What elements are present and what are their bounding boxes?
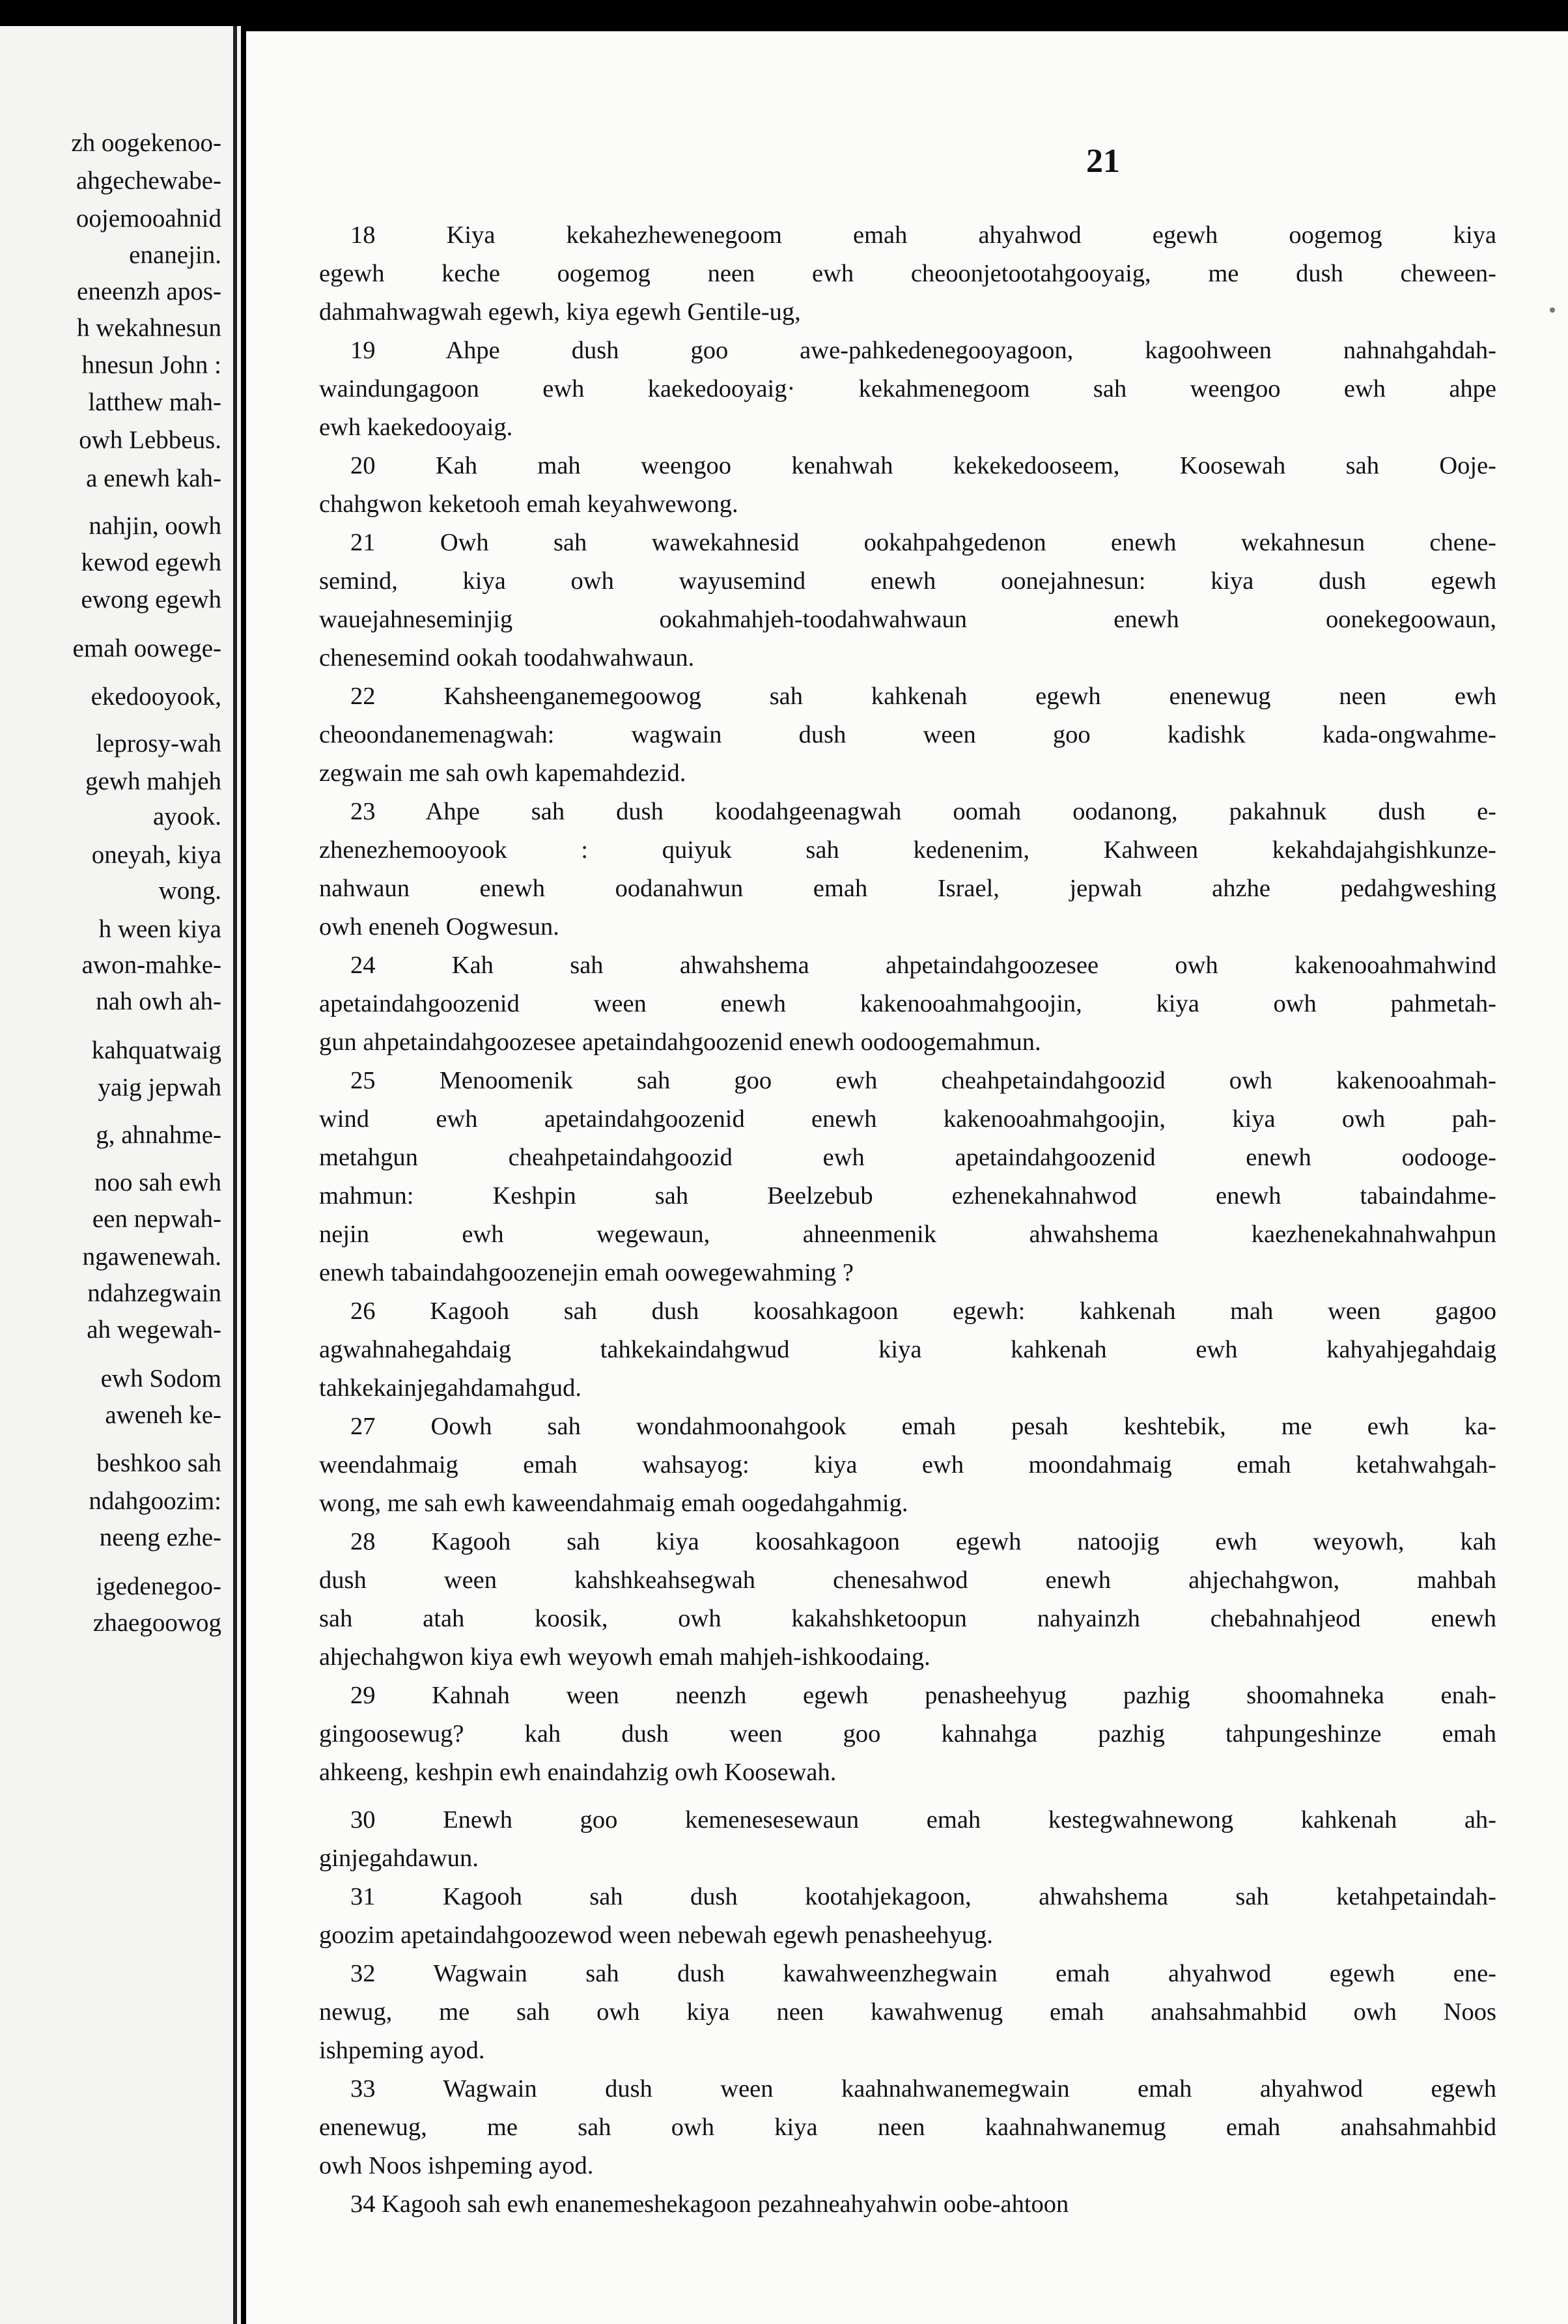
left-page-line: ekedooyook, [91,683,221,711]
left-page-line: enanejin. [129,241,221,269]
verse-start-line: 27 Oowh sah wondahmoonahgook emah pesah keshtebik, me ewh ka- [350,1413,1496,1440]
left-page-line: ndahgoozim: [89,1487,221,1515]
left-page-line: igedenegoo- [96,1572,221,1600]
verse-line: egewh keche oogemog neen ewh cheoonjetootahgooyaig, me dush cheween- [319,260,1496,287]
verse-start-line: 25 Menoomenik sah goo ewh cheahpetaindahgoozid owh kakenooahmah- [350,1067,1496,1094]
verse-line: ewh kaekedooyaig. [319,414,513,441]
verse-line: gingoosewug? kah dush ween goo kahnahga pazhig tahpungeshinze emah [319,1720,1496,1748]
verse-line: mahmun: Keshpin sah Beelzebub ezhenekahnahwod enewh tabaindahme- [319,1182,1496,1210]
left-page-line: gewh mahjeh [85,767,221,795]
verse-text-block [319,216,1496,2224]
left-page-line: aweneh ke- [105,1401,221,1429]
verse-start-line: 21 Owh sah wawekahnesid ookahpahgedenon enewh wekahnesun chene- [350,529,1496,556]
verse-line: metahgun cheahpetaindahgoozid ewh apetaindahgoozenid enewh oodooge- [319,1144,1496,1171]
page-number: 21 [1086,143,1120,180]
verse-line: wind ewh apetaindahgoozenid enewh kakenooahmahgoojin, kiya owh pah- [319,1105,1496,1133]
verse-start-line: 23 Ahpe sah dush koodahgeenagwah oomah oodanong, pakahnuk dush e- [350,798,1496,825]
verse-line: dahmahwagwah egewh, kiya egewh Gentile-ug, [319,298,801,326]
verse-line: tahkekainjegahdamahgud. [319,1374,582,1402]
verse-line: dush ween kahshkeahsegwah chenesahwod enewh ahjechahgwon, mahbah [319,1566,1496,1594]
left-page-line: eneenzh apos- [77,277,221,305]
verse-line: newug, me sah owh kiya neen kawahwenug emah anahsahmahbid owh Noos [319,1998,1496,2026]
verse-start-line: 19 Ahpe dush goo awe-pahkedenegooyagoon, kagoohween nahnahgahdah- [350,337,1496,364]
verse-line: wong, me sah ewh kaweendahmaig emah oogedahgahmig. [319,1490,908,1517]
verse-line: enenewug, me sah owh kiya neen kaahnahwanemug emah anahsahmahbid [319,2114,1496,2141]
left-page-line: ngawenewah. [82,1243,221,1271]
verse-line: cheoondanemenagwah: wagwain dush ween goo kadishk kada-ongwahme- [319,721,1496,748]
left-page-line: ewh Sodom [100,1365,221,1393]
left-page-line: emah oowege- [72,634,221,662]
verse-start-line: 18 Kiya kekahezhewenegoom emah ahyahwod egewh oogemog kiya [350,221,1496,249]
verse-line: chahgwon keketooh emah keyahwewong. [319,490,738,518]
verse-start-line: 28 Kagooh sah kiya koosahkagoon egewh natoojig ewh weyowh, kah [350,1528,1496,1555]
verse-line: owh eneneh Oogwesun. [319,913,559,941]
left-page-line: owh Lebbeus. [79,426,221,454]
right-page [246,31,1568,2324]
left-page-line: latthew mah- [88,388,221,416]
left-page-line: zh oogekenoo- [71,129,221,157]
verse-start-line: 31 Kagooh sah dush kootahjekagoon, ahwahshema sah ketahpetaindah- [350,1883,1496,1910]
verse-line: weendahmaig emah wahsayog: kiya ewh moondahmaig emah ketahwahgah- [319,1451,1496,1479]
verse-start-line: 32 Wagwain sah dush kawahweenzhegwain emah ahyahwod egewh ene- [350,1960,1496,1987]
left-page-line: oojemooahnid [76,205,221,233]
left-page-line: hnesun John : [81,351,221,379]
verse-line: ahkeeng, keshpin ewh enaindahzig owh Koosewah. [319,1759,837,1786]
verse-line: owh Noos ishpeming ayod. [319,2152,594,2179]
verse-line: nejin ewh wegewaun, ahneenmenik ahwahshema kaezhenekahnahwahpun [319,1221,1496,1248]
left-page-line: zhaegoowog [92,1609,221,1637]
left-page-line: kewod egewh [81,548,221,576]
verse-line: zhenezhemooyook : quiyuk sah kedenenim, Kahween kekahdajahgishkunze- [319,836,1496,864]
verse-line: ishpeming ayod. [319,2037,485,2064]
left-page-line: ayook. [152,802,221,830]
left-page-line: oneyah, kiya [91,841,221,869]
left-page-line: kahquatwaig [91,1036,221,1064]
verse-start-line: 22 Kahsheenganemegoowog sah kahkenah egewh enenewug neen ewh [350,683,1496,710]
verse-line: semind, kiya owh wayusemind enewh oonejahnesun: kiya dush egewh [319,567,1496,595]
left-page-line: een nepwah- [92,1205,221,1233]
left-page-line: leprosy-wah [96,730,221,758]
left-page-line: ndahzegwain [87,1279,221,1307]
left-page-line: h ween kiya [98,915,221,943]
gutter-shadow [233,26,237,2324]
left-page-line: a enewh kah- [86,464,221,492]
verse-start-line: 34 Kagooh sah ewh enanemeshekagoon pezahneahyahwin oobe-ahtoon [350,2190,1069,2218]
left-page-line: wong. [158,877,221,905]
left-page-line: nah owh ah- [96,987,221,1015]
verse-line: goozim apetaindahgoozewod ween nebewah egewh penasheehyug. [319,1921,993,1949]
verse-line: ahjechahgwon kiya ewh weyowh emah mahjeh-ishkoodaing. [319,1643,931,1671]
verse-line: enewh tabaindahgoozenejin emah oowegewahming ? [319,1259,854,1286]
page-speck [1550,307,1555,313]
verse-start-line: 24 Kah sah ahwahshema ahpetaindahgoozesee owh kakenooahmahwind [350,952,1496,979]
verse-start-line: 33 Wagwain dush ween kaahnahwanemegwain emah ahyahwod egewh [350,2075,1496,2103]
left-page-line: ewong egewh [81,586,221,614]
verse-start-line: 30 Enewh goo kemenesesewaun emah kestegwahnewong kahkenah ah- [350,1806,1496,1834]
left-page-line: h wekahnesun [76,314,221,342]
left-page-line: nahjin, oowh [89,512,221,540]
verse-line: ginjegahdawun. [319,1845,479,1872]
verse-line: chenesemind ookah toodahwahwaun. [319,644,695,672]
verse-line: wauejahneseminjig ookahmahjeh-toodahwahwaun enewh oonekegoowaun, [319,606,1496,633]
verse-start-line: 29 Kahnah ween neenzh egewh penasheehyug pazhig shoomahneka enah- [350,1682,1496,1709]
left-page-line: neeng ezhe- [99,1523,221,1552]
verse-start-line: 20 Kah mah weengoo kenahwah kekekedooseem, Koosewah sah Ooje- [350,452,1496,479]
verse-line: waindungagoon ewh kaekedooyaig· kekahmenegoom sah weengoo ewh ahpe [319,375,1496,403]
verse-line: gun ahpetaindahgoozesee apetaindahgoozenid enewh oodoogemahmun. [319,1028,1041,1056]
left-page-line: awon-mahke- [81,951,221,979]
verse-line: apetaindahgoozenid ween enewh kakenooahmahgoojin, kiya owh pahmetah- [319,990,1496,1017]
verse-line: agwahnahegahdaig tahkekaindahgwud kiya kahkenah ewh kahyahjegahdaig [319,1336,1496,1363]
verse-start-line: 26 Kagooh sah dush koosahkagoon egewh: kahkenah mah ween gagoo [350,1297,1496,1325]
left-page-line: g, ahnahme- [96,1121,221,1149]
left-page-line: beshkoo sah [96,1449,221,1477]
left-page-line: yaig jepwah [98,1073,221,1101]
verse-line: zegwain me sah owh kapemahdezid. [319,759,686,787]
left-page-line: noo sah ewh [94,1169,221,1197]
left-page-line: ahgechewabe- [76,167,221,195]
verse-line: nahwaun enewh oodanahwun emah Israel, jepwah ahzhe pedahgweshing [319,875,1496,902]
verse-line: sah atah koosik, owh kakahshketoopun nahyainzh chebahnahjeod enewh [319,1605,1496,1632]
left-page-fragment [0,26,241,2324]
left-page-line: ah wegewah- [87,1316,221,1344]
